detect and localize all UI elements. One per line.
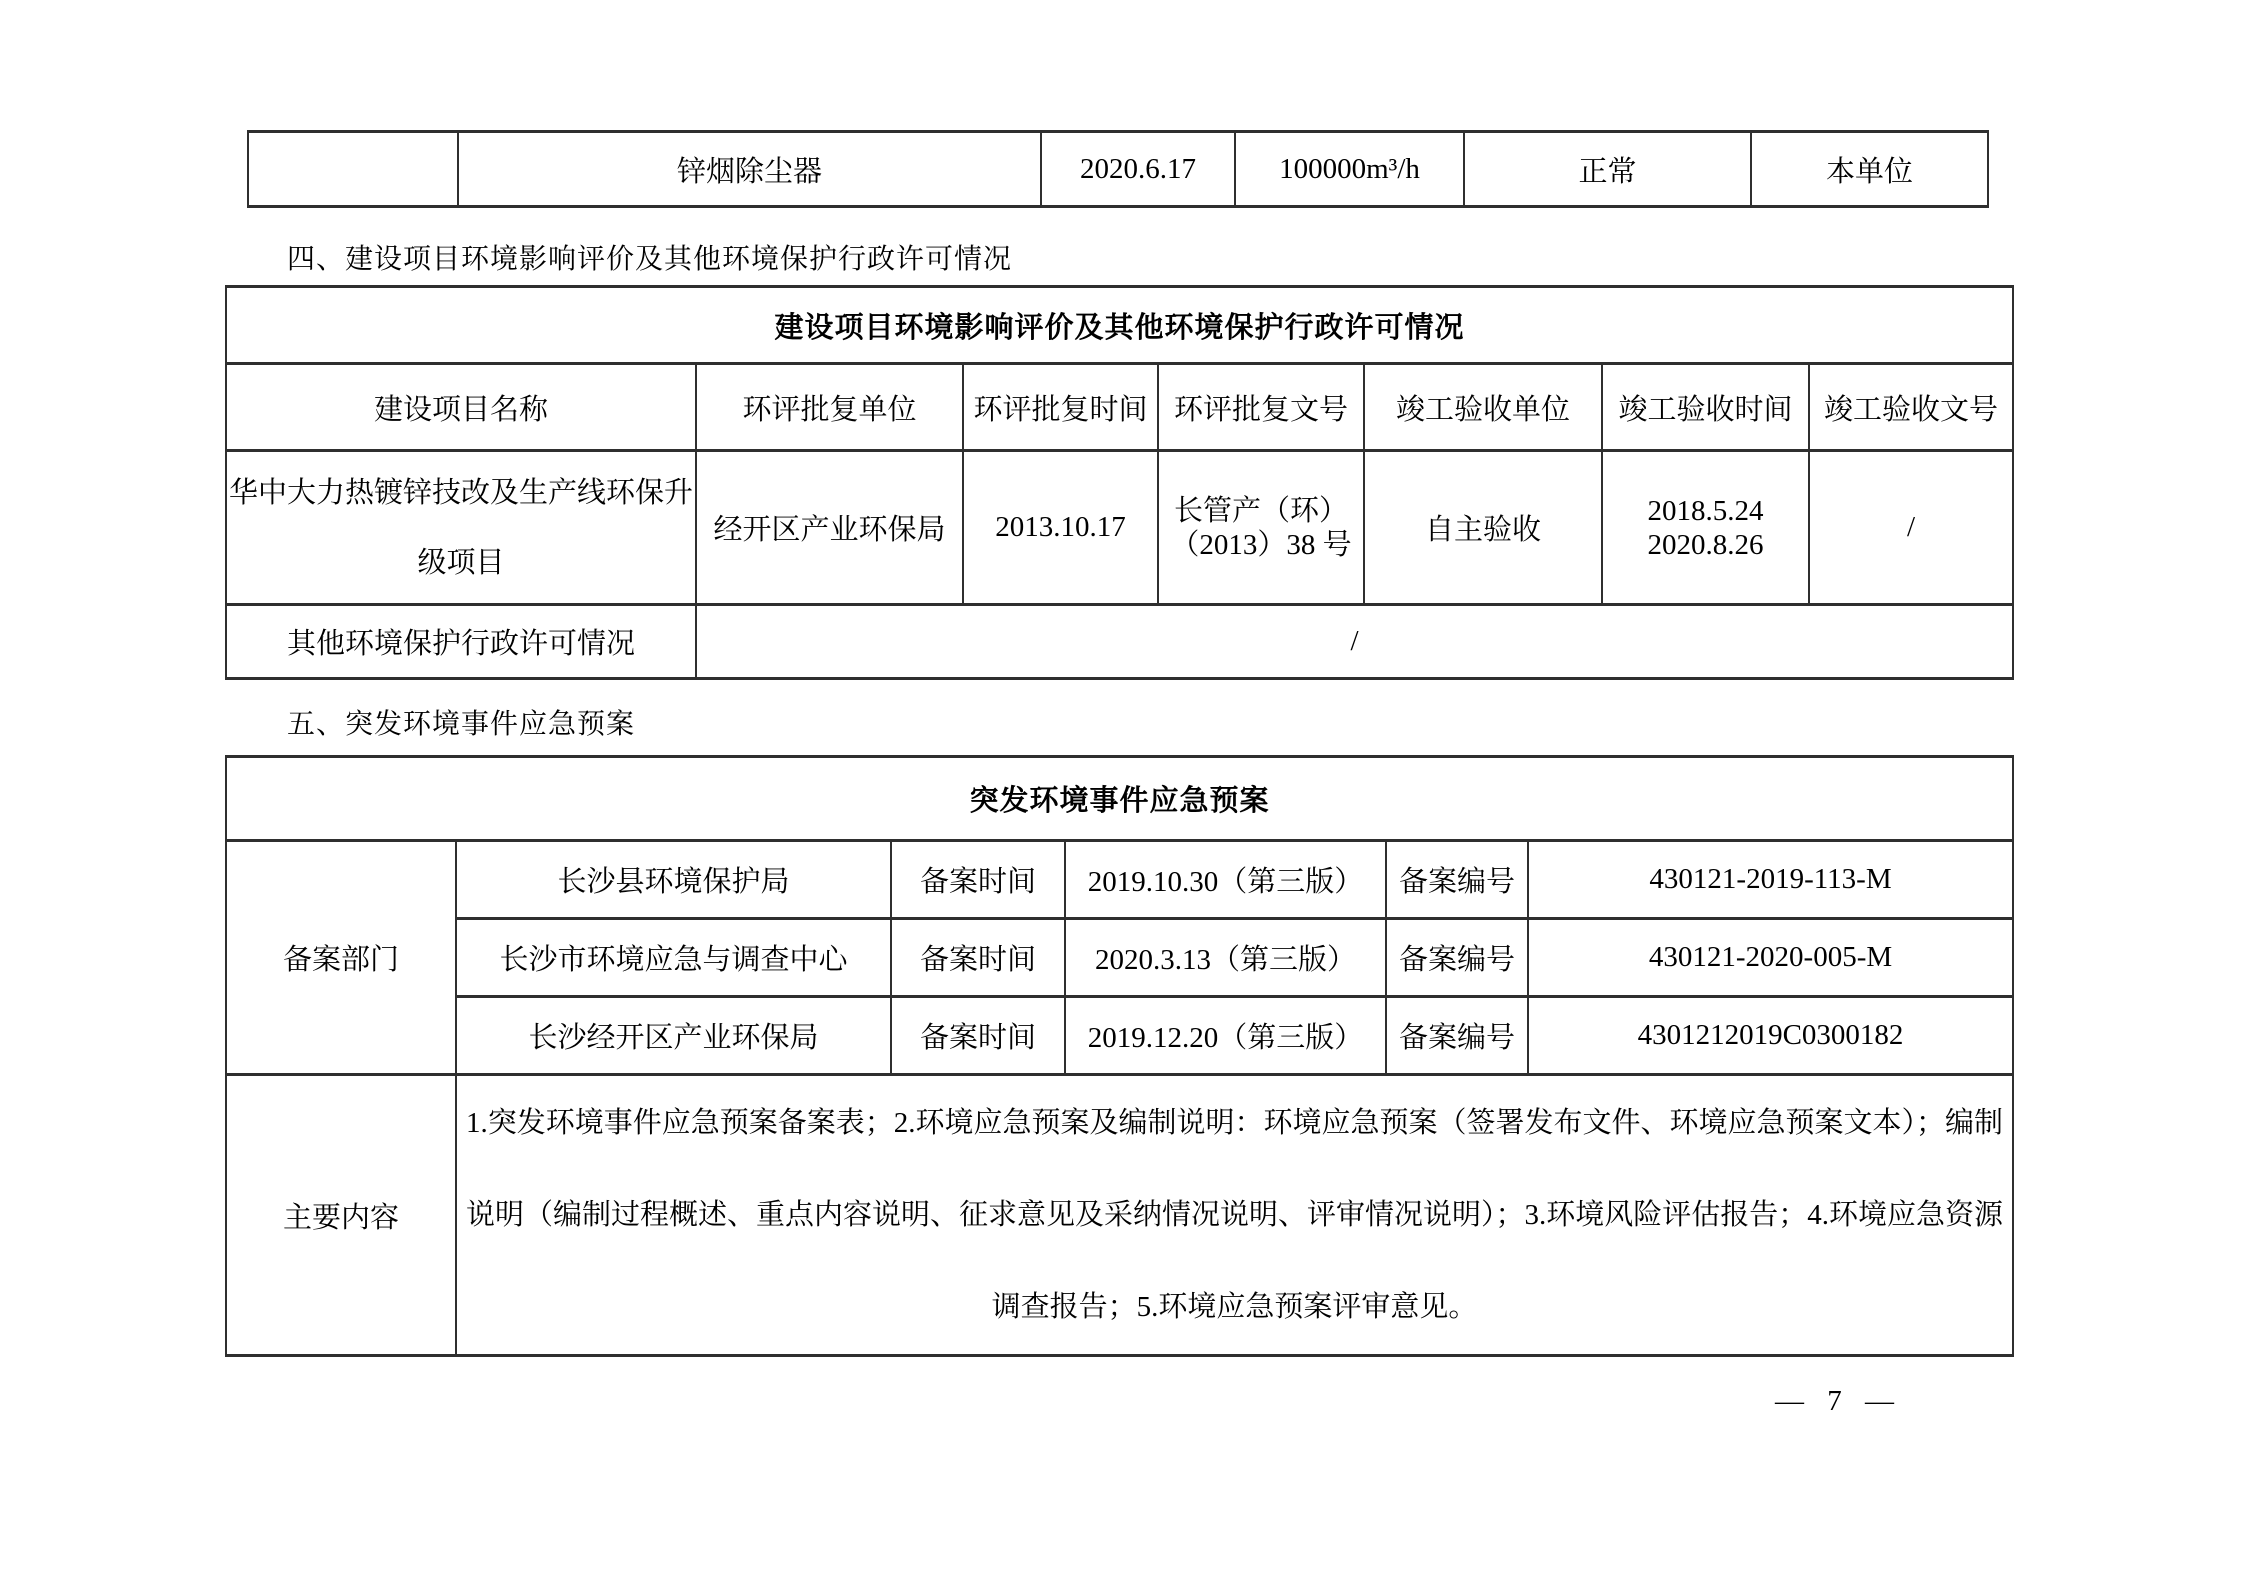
eia-doc-no-stack [1159,494,1363,562]
other-permits-value-cell: / [696,605,2013,679]
record-time: 2020.3.13（第三版） [1065,919,1386,997]
main-content-row [226,1075,2013,1356]
header-eia-unit: 环评批复单位 [696,364,963,451]
record-time: 2019.10.30（第三版） [1065,841,1386,919]
eia-date-cell: 2013.10.17 [963,451,1158,605]
acceptance-unit-cell: 自主验收 [1364,451,1602,605]
record-row-1 [226,841,2013,919]
record-time: 2019.12.20（第三版） [1065,997,1386,1075]
record-no-label: 备案编号 [1386,919,1528,997]
header-project-name: 建设项目名称 [226,364,696,451]
eia-doc-no-line2: （2013）38 号 [1170,528,1352,561]
acceptance-date-stack [1603,494,1808,562]
eia-doc-no-line1: 长管产（环） [1173,494,1348,527]
dept-label-cell: 备案部门 [226,841,456,1075]
acceptance-date-line1: 2018.5.24 [1647,494,1764,527]
record-no: 4301212019C0300182 [1528,997,2013,1075]
emergency-title-row [226,757,2013,841]
section-5-heading: 五、突发环境事件应急预案 [287,709,636,740]
facility-capacity-cell: 100000m³/h [1235,132,1464,207]
header-eia-date: 环评批复时间 [963,364,1158,451]
record-time-label: 备案时间 [891,841,1065,919]
header-acceptance-doc-no: 竣工验收文号 [1809,364,2013,451]
facility-name-cell: 锌烟除尘器 [458,132,1041,207]
eia-permit-table [225,285,2014,680]
acceptance-doc-no-cell: / [1809,451,2013,605]
eia-data-row [226,451,2013,605]
main-content-label-cell: 主要内容 [226,1075,456,1356]
record-time-label: 备案时间 [891,997,1065,1075]
facility-operator-cell: 本单位 [1751,132,1988,207]
record-no-label: 备案编号 [1386,997,1528,1075]
eia-doc-no-cell [1158,451,1364,605]
record-no: 430121-2020-005-M [1528,919,2013,997]
record-dept: 长沙县环境保护局 [456,841,891,919]
record-dept: 长沙经开区产业环保局 [456,997,891,1075]
record-row-2 [226,919,2013,997]
record-no: 430121-2019-113-M [1528,841,2013,919]
acceptance-date-cell [1602,451,1809,605]
header-acceptance-date: 竣工验收时间 [1602,364,1809,451]
acceptance-date-line2: 2020.8.26 [1647,528,1764,561]
project-name-cell: 华中大力热镀锌技改及生产线环保升级项目 [226,451,696,605]
emergency-table-title: 突发环境事件应急预案 [226,757,2013,841]
page-number: — 7 — [1775,1385,1894,1417]
facility-row [248,132,1988,207]
header-eia-doc-no: 环评批复文号 [1158,364,1364,451]
empty-cell [248,132,458,207]
main-content-text-cell: 1.突发环境事件应急预案备案表；2.环境应急预案及编制说明：环境应急预案（签署发布文件、环境应急预案文本）；编制说明（编制过程概述、重点内容说明、征求意见及采纳情况说明、评审情况说明）；3.环境风险评估报告；4.环境应急资源调查报告；5.环境应急预案评审意见。 [456,1075,2013,1356]
record-time-label: 备案时间 [891,919,1065,997]
header-acceptance-unit: 竣工验收单位 [1364,364,1602,451]
section-4-heading: 四、建设项目环境影响评价及其他环境保护行政许可情况 [287,244,1013,275]
eia-unit-cell: 经开区产业环保局 [696,451,963,605]
record-no-label: 备案编号 [1386,841,1528,919]
emergency-plan-table [225,755,2014,1357]
facility-date-cell: 2020.6.17 [1041,132,1235,207]
continued-facility-table [247,130,1989,208]
record-row-3 [226,997,2013,1075]
record-dept: 长沙市环境应急与调查中心 [456,919,891,997]
eia-table-title: 建设项目环境影响评价及其他环境保护行政许可情况 [226,287,2013,364]
facility-status-cell: 正常 [1464,132,1751,207]
eia-header-row [226,364,2013,451]
other-permits-label-cell: 其他环境保护行政许可情况 [226,605,696,679]
eia-title-row [226,287,2013,364]
other-permits-row [226,605,2013,679]
